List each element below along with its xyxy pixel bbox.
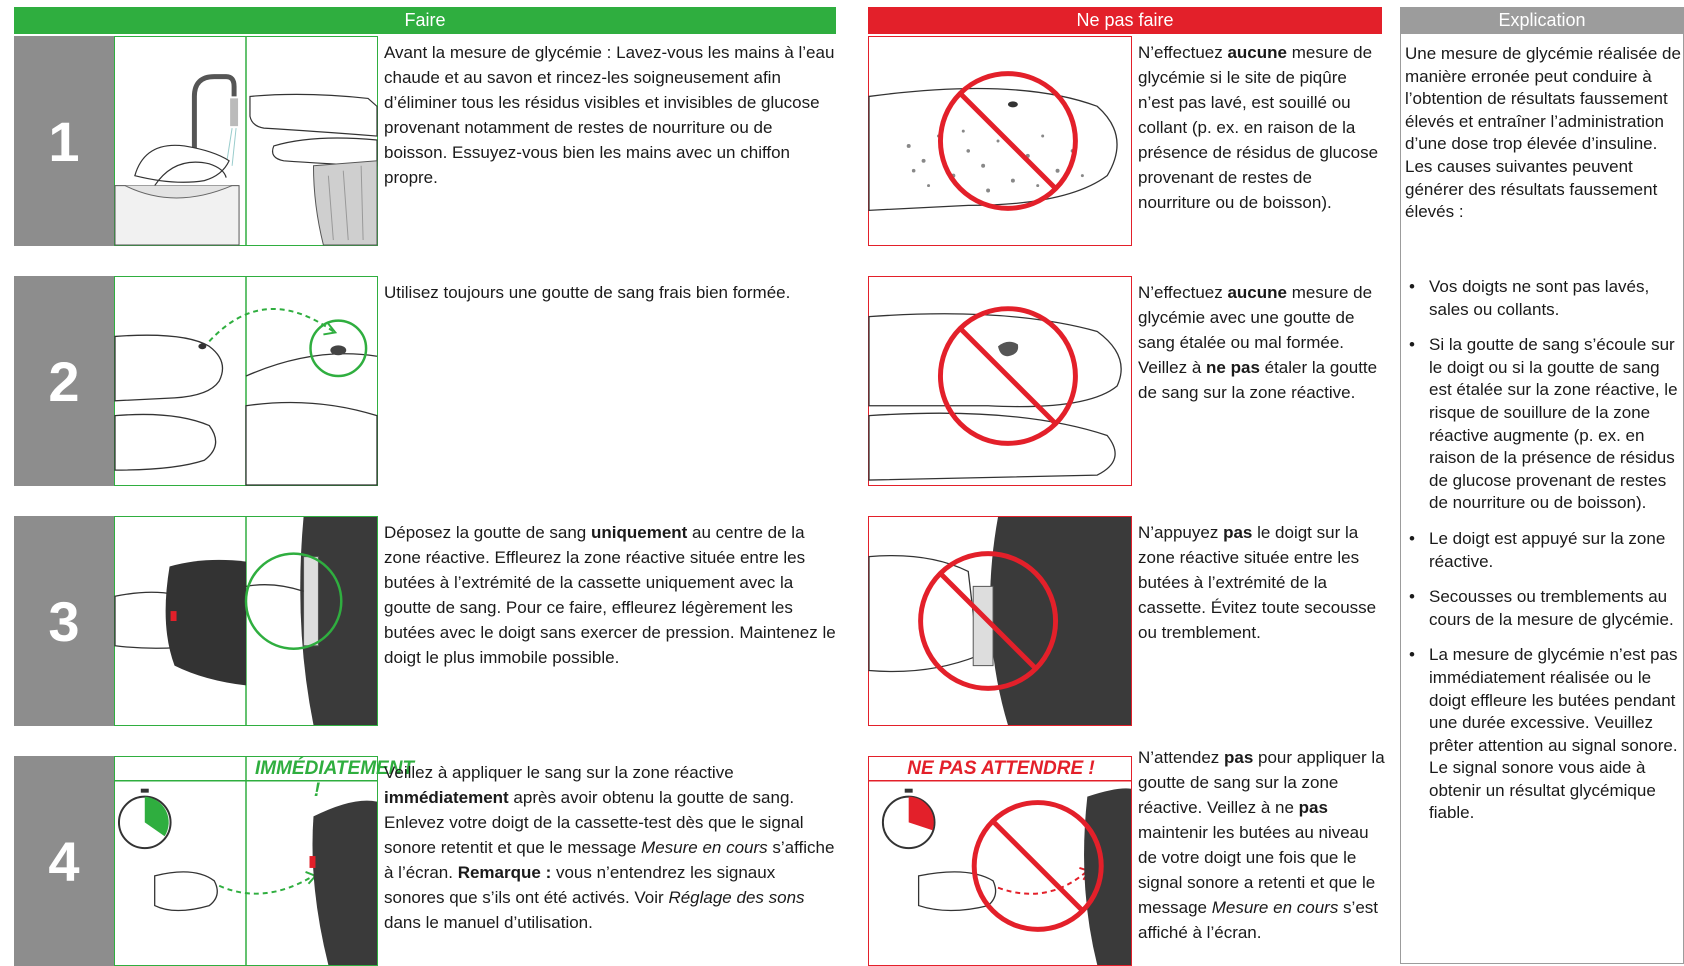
- text-italic: Mesure en cours: [1211, 898, 1339, 917]
- text-segment: après avoir obtenu la goutte de sang. Enlevez votre doigt de la cassette-test dès que le signal sonore retentit et que le message: [384, 788, 804, 857]
- header-explanation: [1400, 7, 1684, 34]
- illustration-immediately: [114, 756, 415, 966]
- text-segment: étaler la goutte de sang sur la zone réactive.: [1138, 358, 1378, 402]
- header-do-label: Faire: [404, 10, 446, 30]
- text-segment: pour appliquer la goutte de sang sur la zone réactive. Veillez à ne: [1138, 748, 1385, 817]
- text-segment: maintenir les butées au niveau de votre doigt une fois que le signal sonore a retenti et que le message: [1138, 823, 1376, 917]
- text-segment: au centre de la zone réactive. Effleurez la zone réactive située entre les butées à l’extrémité de la cassette uniquement avec la goutte de sang. Pour ce faire, effleurez légèrement les butées avec le doigt sans exercer de pression. Maintenez le doigt le plus immobile possible.: [384, 523, 836, 667]
- step-number-1: [14, 36, 114, 246]
- dont-text-step-1: [1138, 40, 1386, 215]
- illustration-smeared-drop: [868, 276, 1132, 486]
- do-text-step-1: Avant la mesure de glycémie : Lavez-vous les mains à l’eau chaude et au savon et rincez-les soigneusement afin d’éliminer tous les résidus visibles et invisibles de glucose provenant notamment de restes de nourriture ou de boisson. Essuyez-vous bien les mains avec un chiffon propre.: [384, 43, 835, 187]
- stopwatch-icon: [119, 789, 171, 848]
- do-text-step-2: Utilisez toujours une goutte de sang frais bien formée.: [384, 283, 791, 302]
- illustration-do-not-wait: [868, 756, 1132, 966]
- illustration-pressing-finger: [868, 516, 1132, 726]
- illustration-dirty-finger: [868, 36, 1132, 246]
- text-segment: Déposez la goutte de sang: [384, 523, 591, 542]
- stopwatch-icon: [883, 789, 935, 848]
- list-item: • Si la goutte de sang s’écoule sur le doigt ou si la goutte de sang est étalée sur la zone réactive, le risque de souillure de la zone réactive augmente (p. ex. en raison de la présence de résidus de glucose provenant de restes de nourriture ou de boisson).: [1405, 334, 1683, 515]
- do-text-step-4: [384, 760, 840, 935]
- text-segment: dans le manuel d’utilisation.: [384, 913, 593, 932]
- text-emphasis: uniquement: [590, 523, 688, 542]
- list-item: • Vos doigts ne sont pas lavés, sales ou collants.: [1405, 276, 1683, 321]
- header-dont-label: Ne pas faire: [1076, 10, 1174, 30]
- text-segment: vous n’entendrez les signaux sonores que s’ils ont été activés. Voir: [384, 863, 776, 907]
- text-segment: s’affiche à l’écran.: [384, 838, 835, 882]
- text-emphasis: pas: [1223, 523, 1253, 542]
- text-segment: N’appuyez: [1138, 523, 1224, 542]
- dont-text-step-3: [1138, 520, 1386, 645]
- text-emphasis: ne pas: [1206, 358, 1260, 377]
- step-number-3: [14, 516, 114, 726]
- header-do: [14, 7, 836, 34]
- text-segment: N’effectuez: [1138, 283, 1228, 302]
- text-segment: s’est affiché à l’écran.: [1138, 898, 1379, 942]
- text-segment: mesure de glycémie si le site de piqûre n’est pas lavé, est souillé ou collant (p. ex. en raison de la présence de résidus de glucose provenant de restes de nourriture ou de boisson).: [1138, 43, 1379, 212]
- header-dont: [868, 7, 1382, 34]
- text-emphasis: aucune: [1227, 43, 1287, 62]
- step-number-label: 4: [48, 829, 80, 893]
- text-segment: N’attendez: [1138, 748, 1224, 767]
- step-number-4: [14, 756, 114, 966]
- immediately-banner: IMMÉDIATEMENT !: [255, 758, 415, 801]
- dont-text-step-2: [1138, 280, 1386, 405]
- step-number-label: 3: [48, 589, 80, 653]
- list-item: • Le doigt est appuyé sur la zone réactive.: [1405, 528, 1683, 573]
- step-number-label: 1: [48, 109, 80, 173]
- text-segment: mesure de glycémie avec une goutte de sang étalée ou mal formée. Veillez à: [1138, 283, 1373, 377]
- illustration-hand-washing: [114, 36, 378, 246]
- text-emphasis: aucune: [1227, 283, 1287, 302]
- text-segment: le doigt sur la zone réactive située entre les butées à l’extrémité de la cassette. Évitez toute secousse ou tremblement.: [1138, 523, 1377, 642]
- do-text-step-3: [384, 520, 840, 670]
- dont-text-step-4: [1138, 745, 1386, 945]
- text-segment: N’effectuez: [1138, 43, 1228, 62]
- list-item: • La mesure de glycémie n’est pas immédiatement réalisée ou le doigt effleure les butées pendant une durée excessive. Veuillez prêter attention au signal sonore. Le signal sonore vous aide à obtenir un résultat glycémique fiable.: [1405, 644, 1683, 825]
- illustration-test-zone: [114, 516, 378, 726]
- step-number-2: [14, 276, 114, 486]
- text-emphasis: pas: [1298, 798, 1328, 817]
- list-item: • Secousses ou tremblements au cours de la mesure de glycémie.: [1405, 586, 1683, 631]
- text-emphasis: pas: [1224, 748, 1254, 767]
- text-italic: Réglage des sons: [668, 888, 805, 907]
- step-number-label: 2: [48, 349, 80, 413]
- do-not-wait-banner: NE PAS ATTENDRE !: [907, 758, 1095, 779]
- illustration-blood-drop: [114, 276, 378, 486]
- text-italic: Mesure en cours: [641, 838, 768, 857]
- header-why-label: Explication: [1498, 10, 1586, 30]
- text-segment: Veillez à appliquer le sang sur la zone réactive: [384, 763, 734, 782]
- text-emphasis: Remarque :: [457, 863, 552, 882]
- text-emphasis: immédiatement: [384, 788, 509, 807]
- explanation-list: [1405, 276, 1683, 838]
- prohibition-icon: [974, 803, 1101, 930]
- explanation-intro: Une mesure de glycémie réalisée de manière erronée peut conduire à l’obtention de résultats faussement élevés et entraîner l’administration d’une dose trop élevée d’insuline. Les causes suivantes peuvent générer des résultats faussement élevés :: [1405, 44, 1681, 222]
